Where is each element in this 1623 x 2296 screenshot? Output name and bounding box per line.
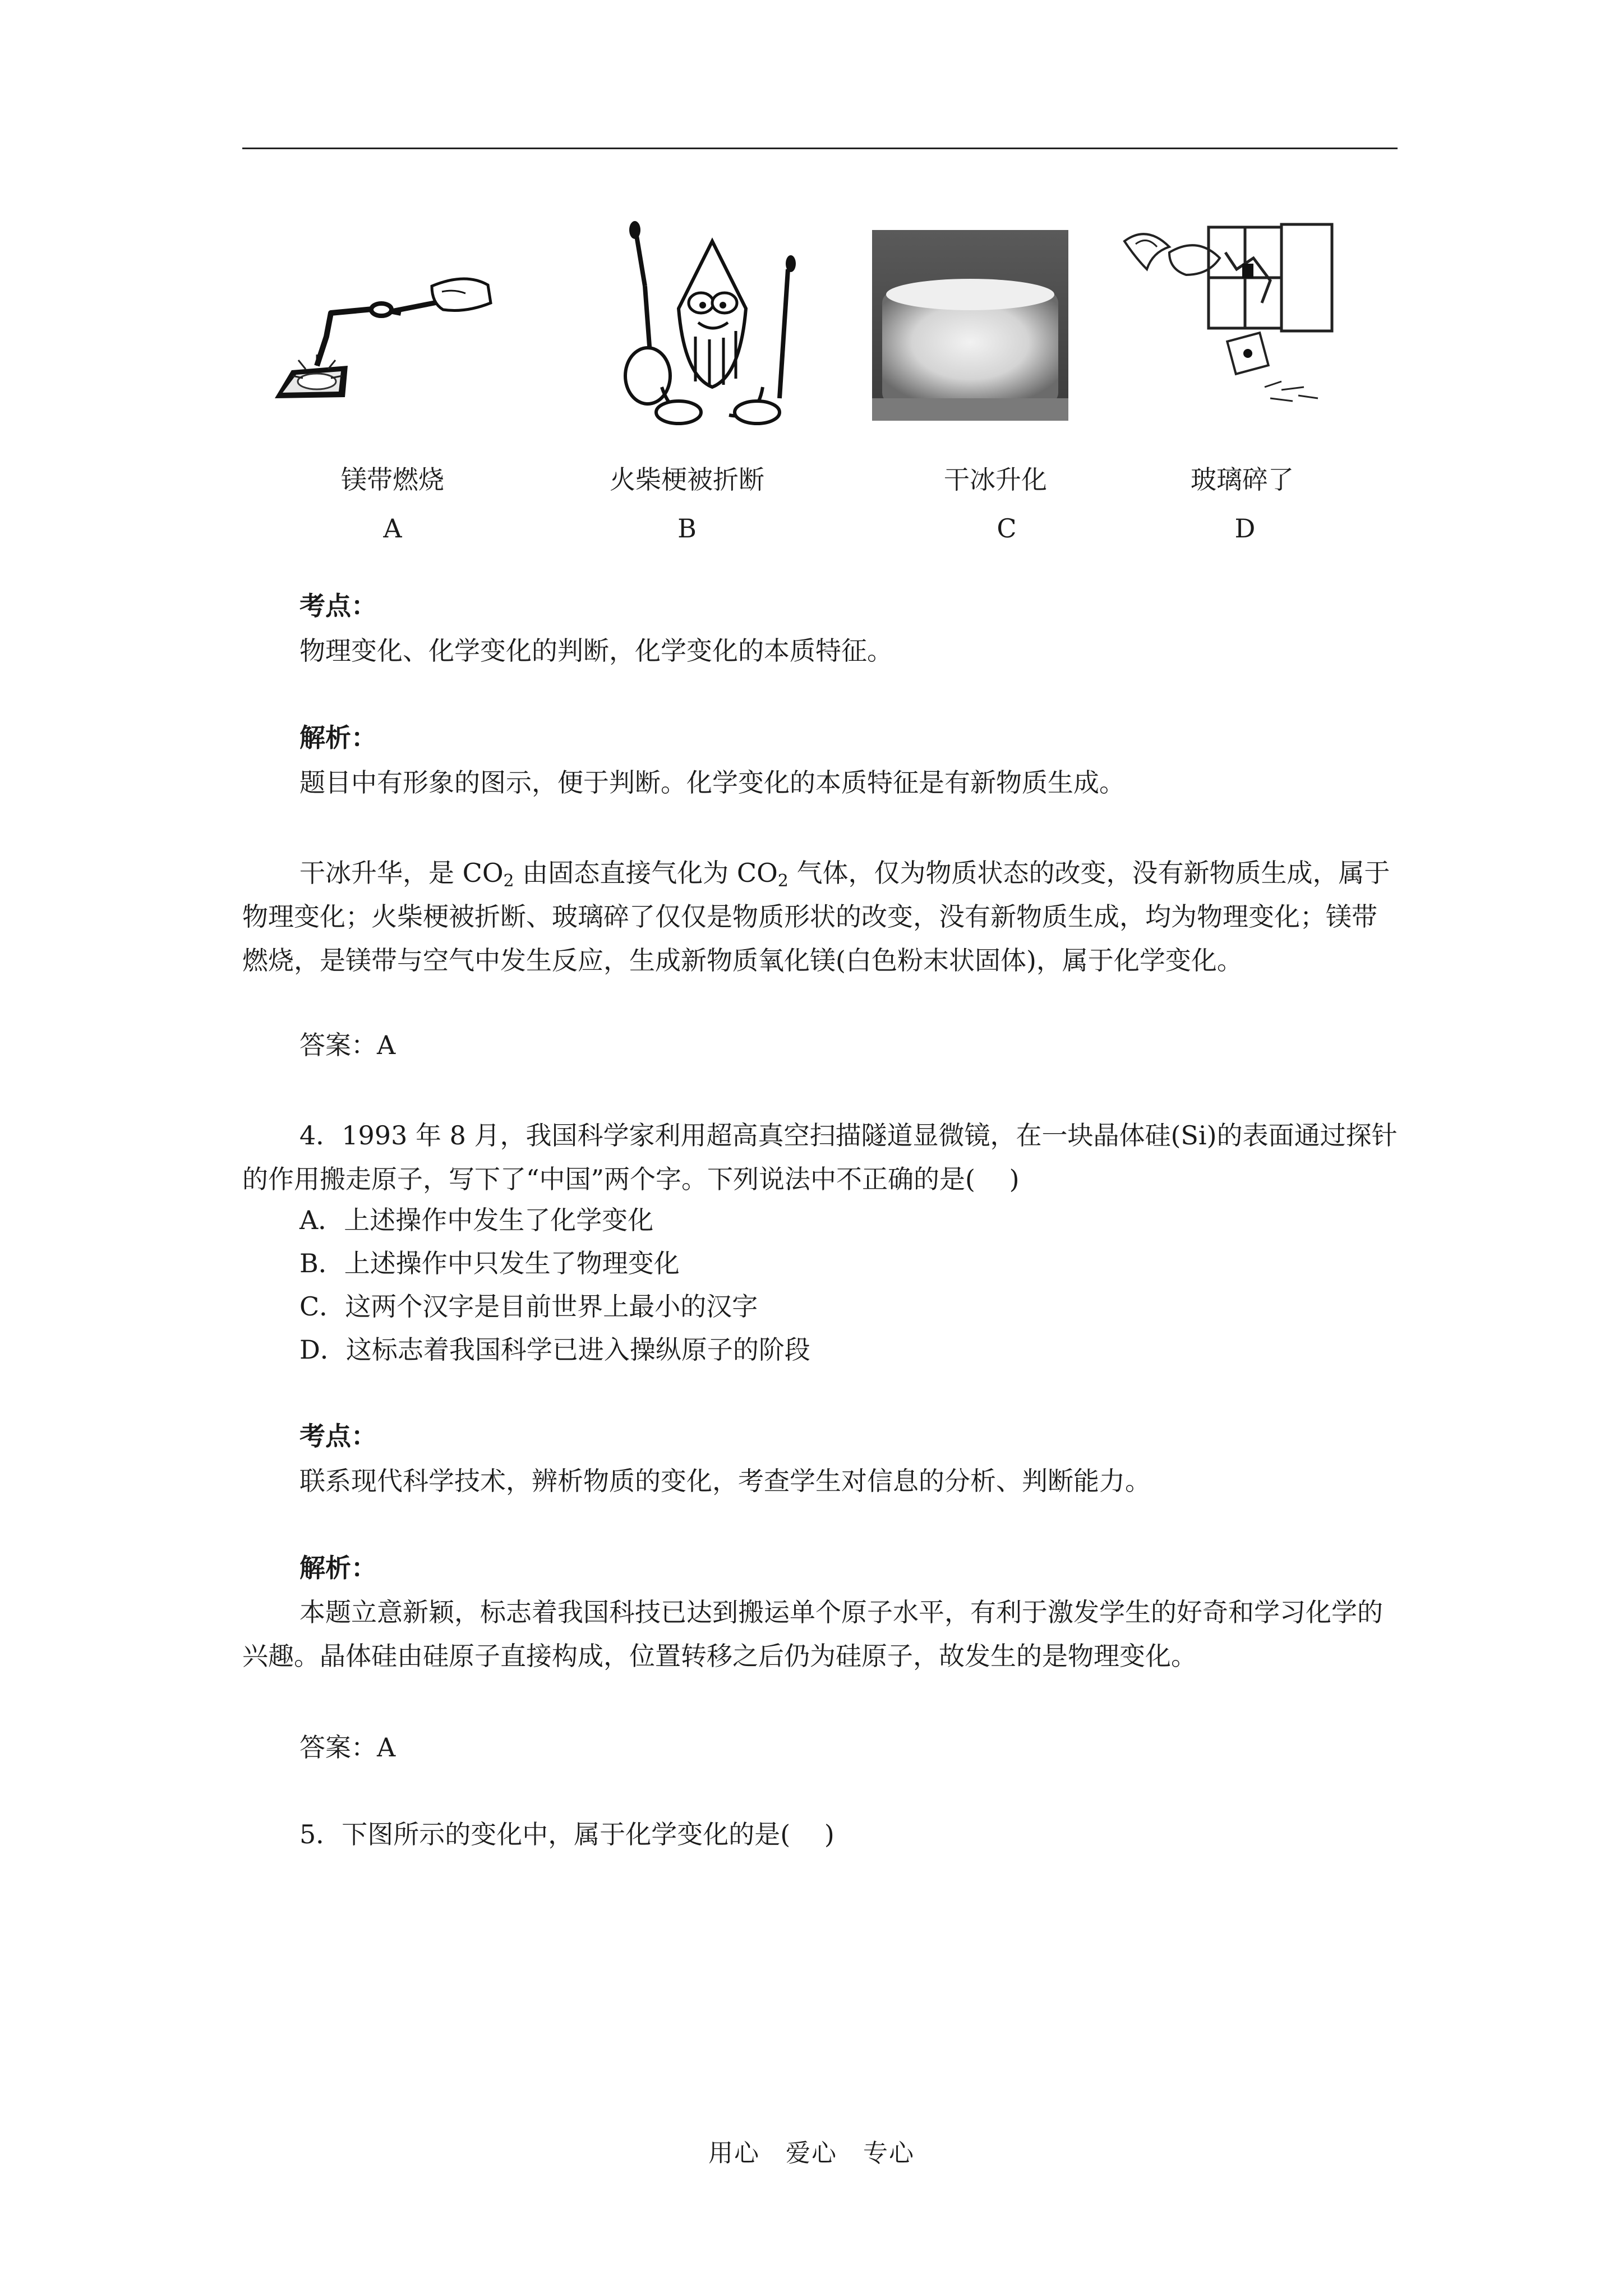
match-broken-cartoon xyxy=(594,219,830,432)
figure-d-letter: D xyxy=(1234,513,1256,544)
co2-subscript: 2 xyxy=(777,871,789,891)
match-broken-icon xyxy=(594,219,830,432)
q3-para-part1: 干冰升华，是 CO xyxy=(299,858,504,888)
q4-jiexi-text: 本题立意新颖，标志着我国科技已达到搬运单个原子水平，有利于激发学生的好奇和学习化学的兴趣。晶体硅由硅原子直接构成，位置转移之后仍为硅原子，故发生的是物理变化。 xyxy=(242,1597,1383,1671)
magnesium-burning-illustration xyxy=(264,219,499,432)
dry-ice-photo xyxy=(872,230,1068,421)
figure-d-caption: 玻璃碎了 xyxy=(1191,464,1294,495)
q4-jiexi-label: 解析： xyxy=(299,1553,377,1583)
q4-kaodian-text: 联系现代科学技术，辨析物质的变化，考查学生对信息的分析、判断能力。 xyxy=(299,1466,1151,1496)
glass-broken-icon xyxy=(1113,219,1349,432)
figure-c-letter: C xyxy=(997,513,1017,544)
q5-stem: 5．下图所示的变化中，属于化学变化的是( ) xyxy=(299,1819,834,1849)
q3-para-part3: 气体，仅为物质状态的改变，没有新物质生成，属于物理变化；火柴梗被折断、玻璃碎了仅仅是物质形状的改变，没有新物质生成，均为物理变化；镁带燃烧，是镁带与空气中发生反应，生成新物质氧化镁(白色粉末状固体)，属于化学变化。 xyxy=(242,858,1390,976)
header-rule xyxy=(242,148,1398,149)
page-footer: 用心 爱心 专心 xyxy=(708,2139,915,2168)
q4-option-a: A．上述操作中发生了化学变化 xyxy=(299,1205,654,1235)
figure-a-letter: A xyxy=(383,513,402,544)
dry-ice-icon xyxy=(872,230,1068,421)
figure-c-caption: 干冰升化 xyxy=(944,464,1047,495)
q4-option-c: C．这两个汉字是目前世界上最小的汉字 xyxy=(299,1291,758,1322)
figure-b-caption: 火柴梗被折断 xyxy=(610,464,764,495)
q3-jiexi-label: 解析： xyxy=(299,723,377,753)
figure-b-letter: B xyxy=(677,513,697,544)
q4-answer: 答案：A xyxy=(299,1732,396,1763)
q3-explanation-paragraph xyxy=(242,851,1398,982)
q3-kaodian-label: 考点： xyxy=(299,591,377,621)
q4-option-b: B．上述操作中只发生了物理变化 xyxy=(299,1248,680,1278)
q3-para-part2: 由固态直接气化为 CO xyxy=(514,858,778,888)
figure-a-caption: 镁带燃烧 xyxy=(341,464,444,495)
q3-answer: 答案：A xyxy=(299,1030,396,1060)
q4-option-d: D．这标志着我国科学已进入操纵原子的阶段 xyxy=(299,1335,810,1365)
co2-subscript: 2 xyxy=(503,871,514,891)
q3-jiexi-text: 题目中有形象的图示，便于判断。化学变化的本质特征是有新物质生成。 xyxy=(299,767,1125,798)
glass-broken-cartoon xyxy=(1113,219,1349,432)
magnesium-burning-icon xyxy=(264,219,499,432)
q4-kaodian-label: 考点： xyxy=(299,1421,377,1451)
q4-stem: 4．1993 年 8 月，我国科学家利用超高真空扫描隧道显微镜，在一块晶体硅(Si)的表面通过探针的作用搬走原子，写下了“中国”两个字。下列说法中不正确的是( ) xyxy=(242,1120,1398,1194)
q3-kaodian-text: 物理变化、化学变化的判断，化学变化的本质特征。 xyxy=(299,636,893,666)
